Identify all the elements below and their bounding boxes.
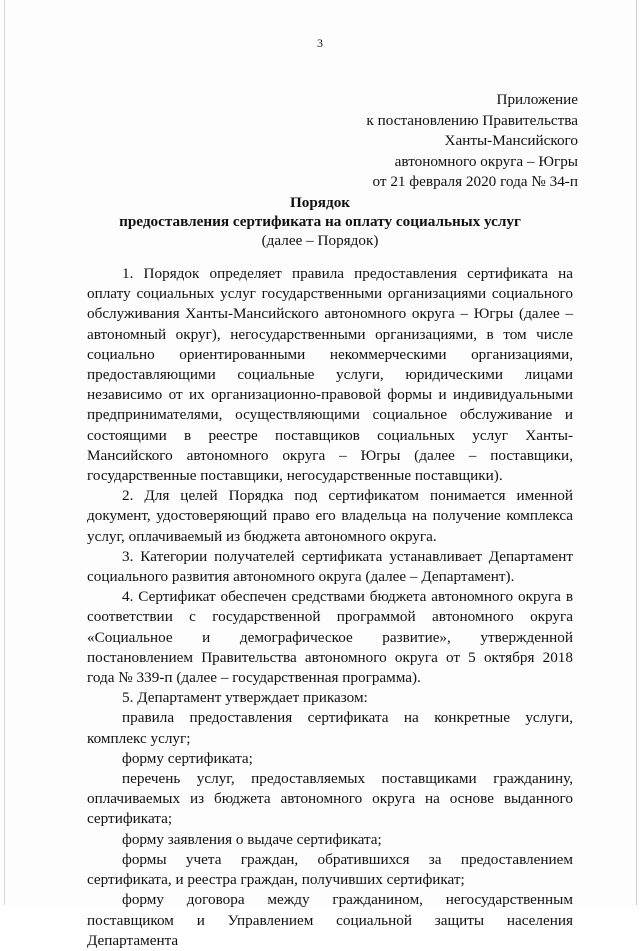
- page-number: 3: [317, 36, 323, 50]
- paragraph-9: форму заявления о выдаче сертификата;: [122, 830, 382, 848]
- scan-edge-left: [4, 0, 5, 905]
- paragraph-8: перечень услуг, предоставляемых поставщиками гражданину, оплачиваемых из бюджета автономного округа на основе выданного сертификата;: [87, 770, 573, 828]
- appendix-line-1: Приложение: [496, 91, 578, 108]
- paragraph-6: правила предоставления сертификата на конкретные услуги, комплекс услуг;: [87, 709, 573, 747]
- paragraph-11: форму договора между гражданином, негосударственным поставщиком и Управлением социальной защиты населения Департамента: [87, 891, 573, 949]
- title-line-3: (далее – Порядок): [261, 232, 379, 249]
- appendix-line-2: к постановлению Правительства: [366, 111, 578, 129]
- appendix-header: [366, 90, 578, 193]
- title-line-2: предоставления сертификата на оплату социальных услуг: [119, 213, 521, 230]
- paragraph-10: формы учета граждан, обратившихся за предоставлением сертификата, и реестра граждан, получивших сертификат;: [87, 850, 573, 889]
- document-title: [0, 193, 640, 250]
- appendix-line-4: автономного округа – Югры: [394, 152, 578, 170]
- appendix-line-3: Ханты-Мансийского: [444, 132, 578, 149]
- document-body: [87, 264, 573, 951]
- paragraph-5: 5. Департамент утверждает приказом:: [122, 689, 368, 707]
- title-line-1: Порядок: [289, 194, 351, 211]
- paragraph-1: 1. Порядок определяет правила предоставления сертификата на оплату социальных услуг государственными организациями социального обслуживания Ханты-Мансийского автономного округа – Югры (далее – автономный округ), негосударственными организациями, в том числе социально ориентированными некоммерческими организациями, предоставляющими социальные услуги, юридическими лицами независимо от их организационно-правовой формы и индивидуальными предпринимателями, осуществляющими социальное обслуживание и состоящими в реестре поставщиков социальных услуг Ханты-Мансийского автономного округа – Югры (далее – поставщики, государственные поставщики, негосударственные поставщики).: [87, 265, 573, 485]
- paragraph-2: 2. Для целей Порядка под сертификатом понимается именной документ, удостоверяющий право его владельца на получение комплекса услуг, оплачиваемый из бюджета автономного округа.: [87, 487, 573, 545]
- appendix-line-5: от 21 февраля 2020 года № 34-п: [372, 173, 578, 190]
- paragraph-3: 3. Категории получателей сертификата устанавливает Департамент социального развития автономного округа (далее – Департамент).: [87, 547, 573, 586]
- paragraph-4: 4. Сертификат обеспечен средствами бюджета автономного округа в соответствии с государственной программой автономного округа «Социальное и демографическое развитие», утвержденной постановлением Правительства автономного округа от 5 октября 2018 года № 339-п (далее – государственная программа).: [87, 588, 573, 687]
- scan-edge-right: [636, 0, 637, 905]
- paragraph-7: форму сертификата;: [122, 749, 253, 767]
